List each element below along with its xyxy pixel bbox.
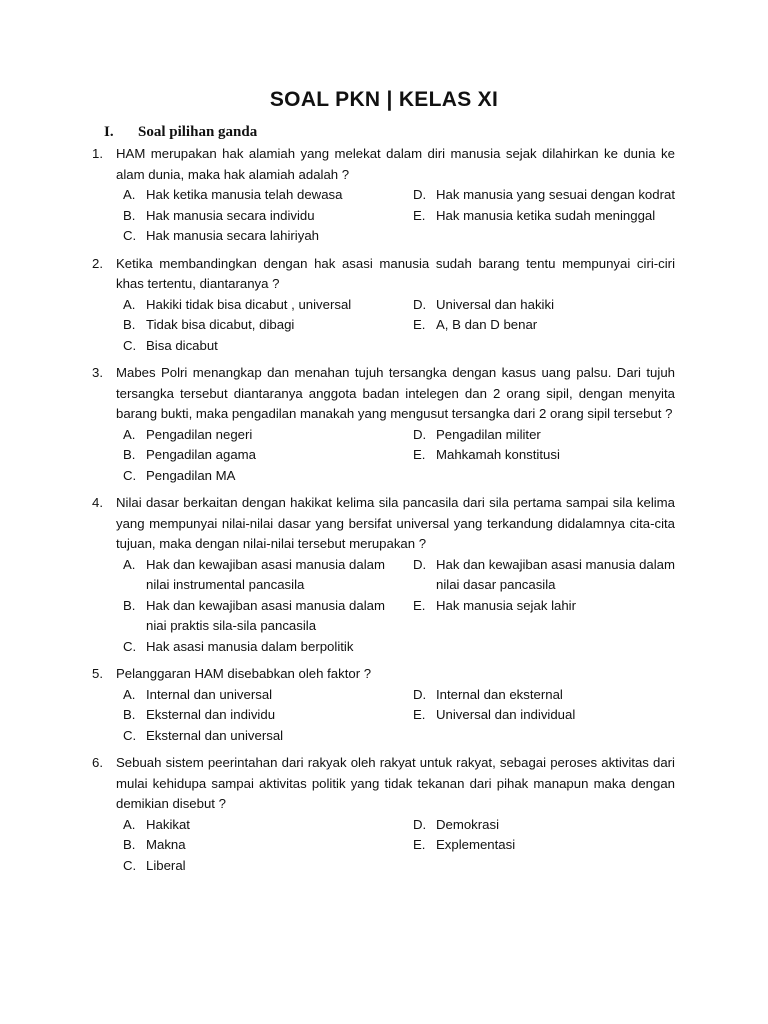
question-number: 5. bbox=[92, 666, 103, 681]
option-text: Liberal bbox=[146, 857, 186, 873]
option-text: Internal dan eksternal bbox=[436, 686, 563, 702]
option-c bbox=[123, 466, 413, 487]
option-text: Pengadilan militer bbox=[436, 426, 541, 442]
option-d bbox=[413, 295, 675, 316]
option-letter: B. bbox=[123, 207, 136, 223]
option-grid bbox=[123, 185, 675, 247]
option-e bbox=[413, 206, 675, 227]
option-e bbox=[413, 835, 675, 856]
option-text: Explementasi bbox=[436, 837, 516, 852]
option-text: Demokrasi bbox=[436, 816, 500, 832]
option-letter: E. bbox=[413, 837, 426, 852]
option-letter: A. bbox=[123, 556, 136, 572]
option-letter: B. bbox=[123, 837, 136, 852]
option-text: Hakikat bbox=[146, 816, 190, 832]
option-d bbox=[413, 555, 675, 596]
option-a bbox=[123, 425, 413, 446]
option-text: Tidak bisa dicabut, dibagi bbox=[146, 317, 295, 332]
question-text: Pelanggaran HAM disebabkan oleh faktor ? bbox=[116, 666, 372, 681]
question-number: 4. bbox=[92, 495, 103, 510]
option-grid bbox=[123, 685, 675, 747]
option-b bbox=[123, 596, 413, 637]
question-item bbox=[92, 363, 675, 486]
question-text: Mabes Polri menangkap dan menahan tujuh tersangka dengan kasus uang palsu. Dari tujuh tersangka tersebut diantaranya anggota badan intelegen dan 2 orang sipil, dengan menyita barang bukti, maka pengadilan manakah yang mengusut tersangka dari 2 orang sipil tersebut ? bbox=[116, 365, 675, 421]
option-text: Pengadilan agama bbox=[146, 447, 256, 462]
option-letter: A. bbox=[123, 296, 136, 312]
option-text: Hak manusia secara individu bbox=[146, 207, 315, 223]
option-text: Mahkamah konstitusi bbox=[436, 447, 560, 462]
option-e bbox=[413, 596, 675, 637]
option-letter: A. bbox=[123, 426, 136, 442]
option-c bbox=[123, 336, 413, 357]
option-text: Eksternal dan universal bbox=[146, 727, 284, 743]
section-number: I. bbox=[104, 124, 114, 140]
option-text: Hakiki tidak bisa dicabut , universal bbox=[146, 296, 352, 312]
option-a bbox=[123, 685, 413, 706]
option-e bbox=[413, 705, 675, 726]
option-letter: B. bbox=[123, 447, 136, 462]
question-item bbox=[92, 493, 675, 657]
option-d bbox=[413, 685, 675, 706]
option-c bbox=[123, 226, 413, 247]
question-item bbox=[92, 144, 675, 247]
option-text: Hak dan kewajiban asasi manusia dalam niai praktis sila-sila pancasila bbox=[146, 597, 385, 633]
option-text: Hak manusia secara lahiriyah bbox=[146, 228, 319, 243]
option-text: Universal dan hakiki bbox=[436, 296, 555, 312]
option-b bbox=[123, 835, 413, 856]
question-number: 1. bbox=[92, 146, 103, 161]
option-text: Pengadilan negeri bbox=[146, 426, 253, 442]
option-letter: E. bbox=[413, 207, 426, 223]
option-letter: E. bbox=[413, 597, 426, 613]
option-text: A, B dan D benar bbox=[436, 317, 538, 332]
option-b bbox=[123, 445, 413, 466]
option-d bbox=[413, 185, 675, 206]
option-text: Hak manusia sejak lahir bbox=[436, 597, 576, 613]
option-letter: E. bbox=[413, 447, 426, 462]
option-grid bbox=[123, 555, 675, 658]
section-heading bbox=[104, 124, 257, 141]
option-grid bbox=[123, 815, 675, 877]
option-e bbox=[413, 315, 675, 336]
option-letter: C. bbox=[123, 337, 137, 353]
question-number: 3. bbox=[92, 365, 103, 380]
option-a bbox=[123, 295, 413, 316]
page-title: SOAL PKN | KELAS XI bbox=[269, 88, 499, 111]
option-letter: D. bbox=[413, 816, 427, 832]
option-text: Makna bbox=[146, 837, 186, 852]
option-b bbox=[123, 705, 413, 726]
option-text: Hak manusia yang sesuai dengan kodrat bbox=[436, 187, 675, 202]
question-text: Nilai dasar berkaitan dengan hakikat kelima sila pancasila dari sila pertama sampai sila kelima yang mempunyai nilai-nilai dasar yang bersifat universal yang terkandung didalamnya cita-cita tujuan, maka dengan nilai-nilai tersebut merupakan ? bbox=[116, 495, 675, 551]
section-title: Soal pilihan ganda bbox=[138, 124, 258, 140]
option-text: Hak dan kewajiban asasi manusia dalam nilai dasar pancasila bbox=[436, 556, 675, 592]
option-letter: D. bbox=[413, 187, 427, 202]
option-text: Hak dan kewajiban asasi manusia dalam nilai instrumental pancasila bbox=[146, 556, 385, 592]
option-c bbox=[123, 637, 413, 658]
option-letter: C. bbox=[123, 638, 137, 654]
option-d bbox=[413, 425, 675, 446]
question-number: 2. bbox=[92, 255, 103, 271]
option-letter: D. bbox=[413, 686, 427, 702]
option-letter: B. bbox=[123, 707, 136, 722]
option-text: Hak ketika manusia telah dewasa bbox=[146, 187, 343, 202]
option-letter: C. bbox=[123, 857, 137, 873]
option-letter: B. bbox=[123, 597, 136, 613]
question-text: Ketika membandingkan dengan hak asasi manusia sudah barang tentu mempunyai ciri-ciri khas tertentu, diantaranya ? bbox=[116, 255, 675, 291]
question-text: Sebuah sistem peerintahan dari rakyak oleh rakyat untuk rakyat, sebagai peroses aktivitas dari mulai kehidupa sampai aktivitas politik yang tidak tekanan dari pihak manapun maka dengan demikian disebut ? bbox=[116, 755, 675, 811]
option-text: Bisa dicabut bbox=[146, 337, 218, 353]
option-letter: C. bbox=[123, 467, 137, 483]
option-letter: A. bbox=[123, 816, 136, 832]
question-item bbox=[92, 254, 675, 357]
option-c bbox=[123, 856, 413, 877]
option-a bbox=[123, 555, 413, 596]
question-text: HAM merupakan hak alamiah yang melekat dalam diri manusia sejak dilahirkan ke dunia ke alam dunia, maka hak alamiah adalah ? bbox=[116, 146, 675, 182]
option-letter: B. bbox=[123, 317, 136, 332]
option-text: Hak asasi manusia dalam berpolitik bbox=[146, 638, 354, 654]
option-a bbox=[123, 815, 413, 836]
option-c bbox=[123, 726, 413, 747]
option-letter: A. bbox=[123, 187, 136, 202]
option-text: Pengadilan MA bbox=[146, 467, 236, 483]
option-letter: D. bbox=[413, 556, 427, 572]
option-b bbox=[123, 315, 413, 336]
option-letter: C. bbox=[123, 228, 137, 243]
option-text: Eksternal dan individu bbox=[146, 707, 276, 722]
option-text: Universal dan individual bbox=[436, 707, 576, 722]
option-letter: A. bbox=[123, 686, 136, 702]
option-d bbox=[413, 815, 675, 836]
question-number: 6. bbox=[92, 755, 103, 770]
option-text: Internal dan universal bbox=[146, 686, 273, 702]
option-letter: E. bbox=[413, 707, 426, 722]
option-letter: E. bbox=[413, 317, 426, 332]
option-letter: D. bbox=[413, 426, 427, 442]
question-item bbox=[92, 753, 675, 876]
option-letter: C. bbox=[123, 727, 137, 743]
option-grid bbox=[123, 425, 675, 487]
option-text: Hak manusia ketika sudah meninggal bbox=[436, 207, 656, 223]
question-list bbox=[92, 144, 675, 883]
option-e bbox=[413, 445, 675, 466]
option-letter: D. bbox=[413, 296, 427, 312]
question-item bbox=[92, 664, 675, 746]
option-grid bbox=[123, 295, 675, 357]
option-b bbox=[123, 206, 413, 227]
option-a bbox=[123, 185, 413, 206]
